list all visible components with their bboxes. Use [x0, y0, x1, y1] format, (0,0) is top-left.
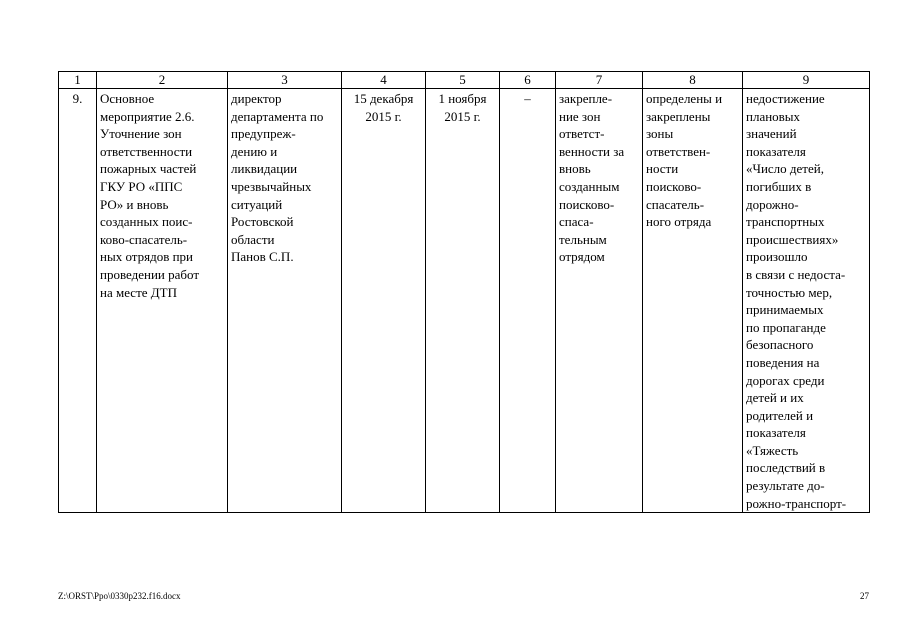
table-row — [59, 89, 870, 513]
cell-text-line: ответствен- — [646, 143, 711, 159]
cell-text-line: пожарных частей — [100, 161, 197, 177]
cell-text-line: спаса- — [559, 214, 594, 230]
cell-text-line: поисково- — [559, 196, 615, 212]
cell-text-line: закреплены — [646, 108, 711, 124]
cell-text-line: предупреж- — [231, 126, 296, 142]
cell-text-line: спасатель- — [646, 196, 705, 212]
planned-result-cell — [556, 89, 643, 513]
cell-text-line: показателя — [746, 425, 806, 441]
cell-text-line: 1 ноября — [438, 91, 487, 106]
fact-date-cell — [426, 89, 500, 513]
cell-text-line: принимаемых — [746, 302, 824, 318]
column-number-6: 6 — [500, 72, 556, 89]
cell-text-line: 2015 г. — [365, 108, 402, 124]
problems-cell — [743, 89, 870, 513]
cell-text-line: созданных поис- — [100, 214, 193, 230]
cell-text-line: ного отряда — [646, 214, 712, 230]
footer-page-number: 27 — [860, 591, 869, 601]
cell-text-line: происшествиях» — [746, 231, 839, 247]
cell-text-line: произошло — [746, 249, 808, 265]
cell-text-line: департамента по — [231, 108, 324, 124]
cell-text-line: «Тяжесть — [746, 442, 799, 458]
cell-text-line: ликвидации — [231, 161, 298, 177]
cell-text-line: 15 декабря — [353, 91, 414, 106]
column-number-row — [59, 72, 870, 89]
cell-text-line: закрепле- — [559, 91, 613, 106]
cell-text-line: определены и — [646, 91, 723, 106]
cell-text-line: Ростовской — [231, 214, 294, 230]
row-number: 9. — [72, 91, 83, 106]
cell-text-line: директор — [231, 91, 282, 106]
cell-text-line: поведения на — [746, 354, 820, 370]
cell-text-line: ГКУ РО «ППС — [100, 178, 183, 194]
cell-text-line: ответственности — [100, 143, 193, 159]
cell-text-line: дорожно- — [746, 196, 799, 212]
cell-text-line: безопасного — [746, 337, 814, 353]
cell-text-line: РО» и вновь — [100, 196, 169, 212]
actual-result-cell — [643, 89, 743, 513]
cell-text-line: чрезвычайных — [231, 178, 312, 194]
cell-text-line: Основное — [100, 91, 155, 106]
cell-text-line: детей и их — [746, 390, 804, 406]
col6-cell — [500, 89, 556, 513]
cell-text-line: области — [231, 231, 275, 247]
cell-text-line: результате до- — [746, 478, 825, 494]
cell-text-line: мероприятие 2.6. — [100, 108, 195, 124]
column-number-2: 2 — [97, 72, 228, 89]
cell-text-line: точностью мер, — [746, 284, 833, 300]
cell-text-line: «Число детей, — [746, 161, 824, 177]
cell-text-line: 2015 г. — [444, 108, 481, 124]
footer-file-path: Z:\ORST\Ppo\0330p232.f16.docx — [58, 591, 181, 601]
plan-date-cell — [342, 89, 426, 513]
cell-text-line: ности — [646, 161, 679, 177]
cell-text-line: ние зон — [559, 108, 601, 124]
cell-text-line: созданным — [559, 178, 620, 194]
column-number-8: 8 — [643, 72, 743, 89]
cell-text-line: поисково- — [646, 178, 702, 194]
column-number-4: 4 — [342, 72, 426, 89]
cell-text-line: тельным — [559, 231, 607, 247]
cell-text-line: плановых — [746, 108, 801, 124]
cell-text-line: зоны — [646, 126, 674, 142]
cell-text-line: ных отрядов при — [100, 249, 194, 265]
cell-text-line: в связи с недоста- — [746, 266, 846, 282]
cell-text-line: показателя — [746, 143, 806, 159]
cell-text-line: рожно-транспорт- — [746, 495, 847, 511]
cell-text-line: Панов С.П. — [231, 249, 294, 265]
cell-text-line: отрядом — [559, 249, 605, 265]
column-number-9: 9 — [743, 72, 870, 89]
responsible-cell — [228, 89, 342, 513]
cell-text-line: на месте ДТП — [100, 284, 177, 300]
col6-dash: – — [524, 91, 531, 106]
cell-text-line: дению и — [231, 143, 278, 159]
column-number-5: 5 — [426, 72, 500, 89]
cell-text-line: погибших в — [746, 178, 812, 194]
cell-text-line: ответст- — [559, 126, 605, 142]
cell-text-line: проведении работ — [100, 266, 200, 282]
column-number-3: 3 — [228, 72, 342, 89]
column-number-1: 1 — [59, 72, 97, 89]
cell-text-line: недостижение — [746, 91, 825, 106]
cell-text-line: значений — [746, 126, 797, 142]
cell-text-line: ково-спасатель- — [100, 231, 188, 247]
column-number-7: 7 — [556, 72, 643, 89]
cell-text-line: родителей и — [746, 407, 814, 423]
cell-text-line: последствий в — [746, 460, 826, 476]
row-number-cell — [59, 89, 97, 513]
report-table — [58, 71, 870, 513]
event-cell — [97, 89, 228, 513]
cell-text-line: транспортных — [746, 214, 825, 230]
cell-text-line: по пропаганде — [746, 319, 826, 335]
cell-text-line: вновь — [559, 161, 591, 177]
cell-text-line: дорогах среди — [746, 372, 825, 388]
cell-text-line: венности за — [559, 143, 625, 159]
cell-text-line: ситуаций — [231, 196, 283, 212]
cell-text-line: Уточнение зон — [100, 126, 182, 142]
